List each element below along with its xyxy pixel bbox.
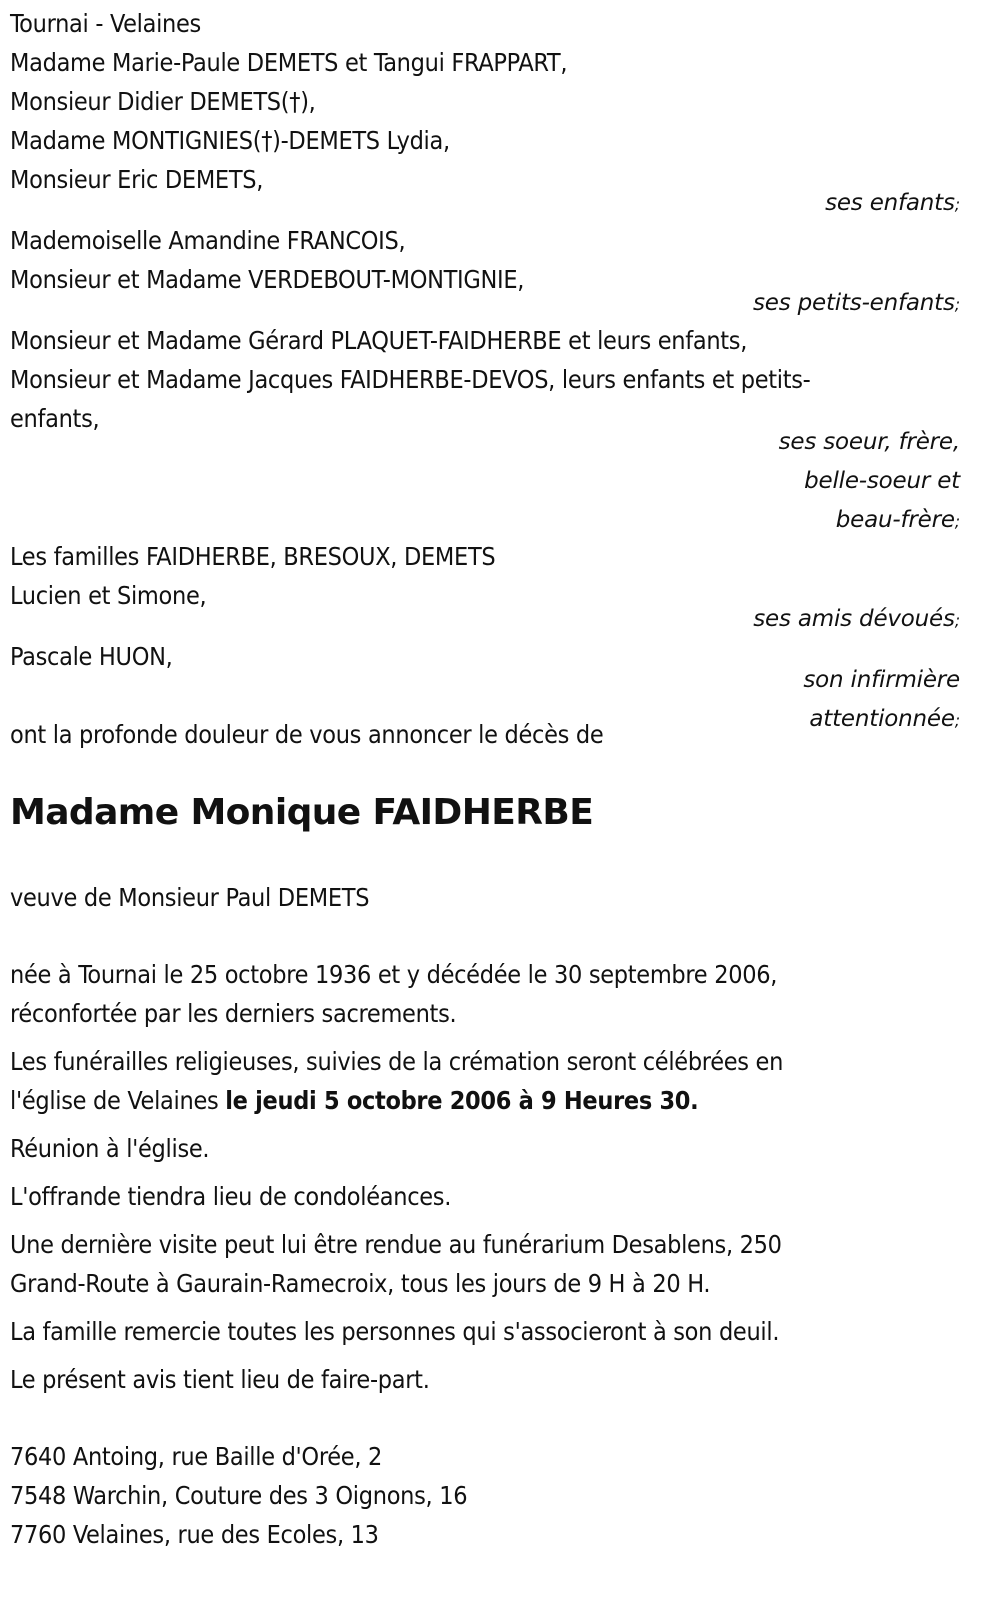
meeting-text: Réunion à l'église. (10, 1134, 210, 1163)
relation-label: beau-frère; (835, 507, 960, 533)
funeral-line: l'église de Velaines le jeudi 5 octobre 2006 à 9 Heures 30. (10, 1086, 699, 1115)
widow-of-text: veuve de Monsieur Paul DEMETS (10, 883, 370, 912)
thanks-text: La famille remercie toutes les personnes qui s'associeront à son deuil. (10, 1317, 780, 1346)
family-line: Monsieur Eric DEMETS, (10, 165, 264, 194)
family-line: Madame Marie-Paule DEMETS et Tangui FRAPPART, (10, 48, 568, 77)
relation-label: belle-soeur et (804, 468, 960, 494)
birth-death-line: réconfortée par les derniers sacrements. (10, 999, 457, 1028)
visit-line: Une dernière visite peut lui être rendue au funérarium Desablens, 250 (10, 1230, 782, 1259)
family-line: Mademoiselle Amandine FRANCOIS, (10, 226, 406, 255)
relation-label: ses soeur, frère, (778, 429, 960, 455)
relation-label: attentionnée; (809, 706, 960, 732)
family-line: Les familles FAIDHERBE, BRESOUX, DEMETS (10, 542, 496, 571)
notice-text: Le présent avis tient lieu de faire-part. (10, 1365, 430, 1394)
family-line: Madame MONTIGNIES(†)-DEMETS Lydia, (10, 126, 450, 155)
visit-line: Grand-Route à Gaurain-Ramecroix, tous les jours de 9 H à 20 H. (10, 1269, 711, 1298)
family-line: enfants, (10, 404, 100, 433)
funeral-line: Les funérailles religieuses, suivies de la crémation seront célébrées en (10, 1047, 784, 1076)
family-line: Monsieur Didier DEMETS(†), (10, 87, 316, 116)
relation-label: son infirmière (803, 667, 960, 693)
deceased-name: Madame Monique FAIDHERBE (10, 792, 594, 833)
relation-label: ses enfants; (825, 190, 960, 216)
funeral-date-time: le jeudi 5 octobre 2006 à 9 Heures 30. (225, 1086, 699, 1115)
family-line: Lucien et Simone, (10, 581, 207, 610)
address-line: 7760 Velaines, rue des Ecoles, 13 (10, 1520, 379, 1549)
address-line: 7548 Warchin, Couture des 3 Oignons, 16 (10, 1481, 468, 1510)
family-line: Monsieur et Madame Gérard PLAQUET-FAIDHERBE et leurs enfants, (10, 326, 748, 355)
offering-text: L'offrande tiendra lieu de condoléances. (10, 1182, 452, 1211)
relation-label: ses petits-enfants; (753, 290, 960, 316)
location-header: Tournai - Velaines (10, 9, 201, 38)
announcement-text: ont la profonde douleur de vous annoncer le décès de (10, 720, 604, 749)
family-line: Monsieur et Madame Jacques FAIDHERBE-DEVOS, leurs enfants et petits- (10, 365, 811, 394)
birth-death-line: née à Tournai le 25 octobre 1936 et y décédée le 30 septembre 2006, (10, 960, 778, 989)
address-line: 7640 Antoing, rue Baille d'Orée, 2 (10, 1442, 383, 1471)
family-line: Monsieur et Madame VERDEBOUT-MONTIGNIE, (10, 265, 525, 294)
family-line: Pascale HUON, (10, 642, 173, 671)
relation-label: ses amis dévoués; (753, 606, 960, 632)
